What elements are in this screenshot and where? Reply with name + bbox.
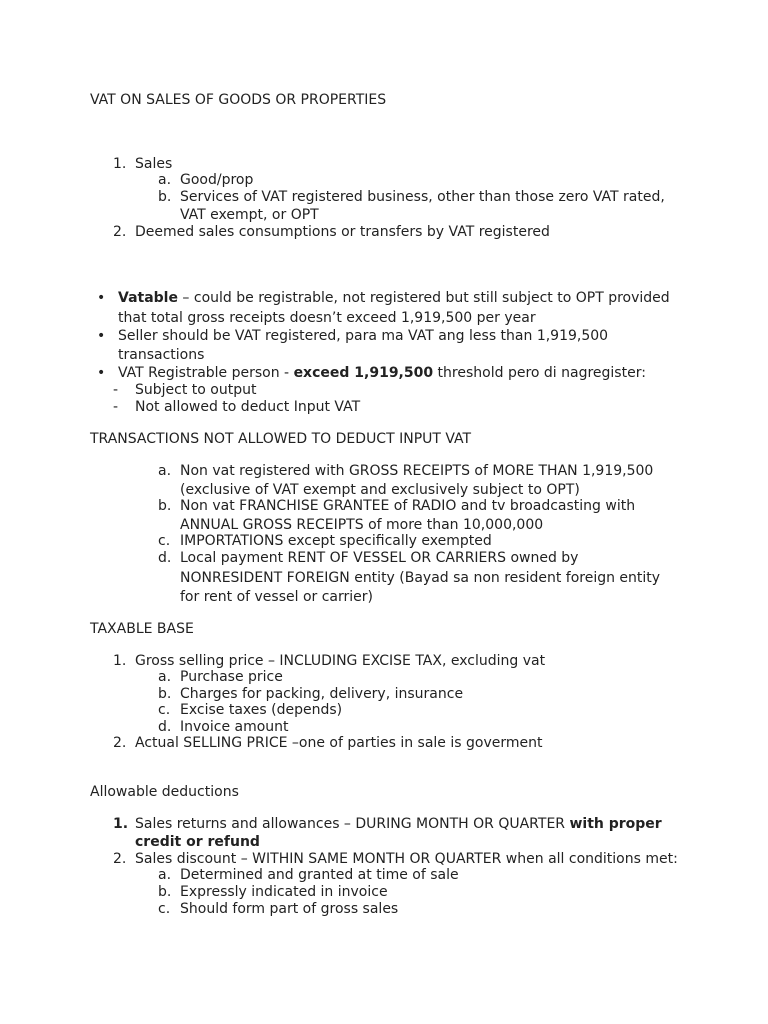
bullet-item-seller: Seller should be VAT registered, para ma VAT ang less than 1,919,500 — [118, 328, 609, 344]
list-marker: 1. — [113, 816, 129, 832]
list-item-continuation: VAT exempt, or OPT — [180, 207, 319, 223]
section-heading-taxable-base: TAXABLE BASE — [90, 621, 194, 637]
bullet-continuation: transactions — [118, 347, 205, 363]
list-item: Non vat FRANCHISE GRANTEE of RADIO and tv broadcasting with — [180, 498, 636, 514]
bullet-marker: • — [97, 290, 106, 306]
list-marker: c. — [158, 901, 171, 917]
bullet-item-vatable — [118, 290, 670, 307]
dash-item: Not allowed to deduct Input VAT — [135, 399, 361, 415]
list-marker: 2. — [113, 851, 127, 867]
list-marker: b. — [158, 498, 172, 514]
list-marker: c. — [158, 702, 171, 718]
bullet-continuation: that total gross receipts doesn’t exceed 1,919,500 per year — [118, 310, 536, 326]
list-item: Determined and granted at time of sale — [180, 867, 459, 883]
list-item-continuation: credit or refund — [135, 834, 260, 850]
list-item: Sales discount – WITHIN SAME MONTH OR QUARTER when all conditions met: — [135, 851, 678, 867]
list-marker: a. — [158, 669, 172, 685]
list-item: Purchase price — [180, 669, 283, 685]
section-heading-transactions: TRANSACTIONS NOT ALLOWED TO DEDUCT INPUT VAT — [90, 431, 472, 447]
list-marker: d. — [158, 719, 172, 735]
list-marker: b. — [158, 686, 172, 702]
bold-term: Vatable — [118, 290, 178, 306]
list-item-continuation: (exclusive of VAT exempt and exclusively subject to OPT) — [180, 482, 580, 498]
list-item: Good/prop — [180, 172, 254, 188]
list-item-continuation: ANNUAL GROSS RECEIPTS of more than 10,000,000 — [180, 517, 544, 533]
bullet-text: – could be registrable, not registered but still subject to OPT provided — [177, 290, 670, 306]
list-item: Excise taxes (depends) — [180, 702, 343, 718]
list-item — [135, 816, 662, 833]
list-marker: 2. — [113, 735, 127, 751]
section-heading-deductions: Allowable deductions — [90, 784, 239, 800]
list-item-text: Sales returns and allowances – DURING MONTH OR QUARTER — [135, 816, 570, 832]
list-item: Charges for packing, delivery, insurance — [180, 686, 464, 702]
list-marker: b. — [158, 884, 172, 900]
list-marker: a. — [158, 867, 172, 883]
list-item: Non vat registered with GROSS RECEIPTS of MORE THAN 1,919,500 — [180, 463, 654, 479]
list-item: Invoice amount — [180, 719, 289, 735]
list-marker: c. — [158, 533, 171, 549]
bold-term: with proper — [569, 816, 662, 832]
list-item: Actual SELLING PRICE –one of parties in sale is goverment — [135, 735, 543, 751]
list-marker: d. — [158, 550, 172, 566]
bullet-item-registrable — [118, 365, 646, 382]
list-item: Local payment RENT OF VESSEL OR CARRIERS owned by — [180, 550, 579, 566]
bullet-marker: • — [97, 328, 106, 344]
dash-item: Subject to output — [135, 382, 257, 398]
dash-marker: - — [113, 382, 119, 398]
bold-term: exceed 1,919,500 — [293, 365, 434, 381]
list-item: Services of VAT registered business, other than those zero VAT rated, — [180, 189, 665, 205]
list-marker: a. — [158, 463, 172, 479]
list-item: IMPORTATIONS except specifically exempted — [180, 533, 492, 549]
document-title: VAT ON SALES OF GOODS OR PROPERTIES — [90, 92, 387, 108]
list-marker: 2. — [113, 224, 127, 240]
list-item-continuation: NONRESIDENT FOREIGN entity (Bayad sa non resident foreign entity — [180, 570, 661, 586]
bullet-text: VAT Registrable person - — [118, 365, 294, 381]
list-marker: 1. — [113, 653, 127, 669]
list-marker: a. — [158, 172, 172, 188]
list-marker: b. — [158, 189, 172, 205]
dash-marker: - — [113, 399, 119, 415]
list-item: Expressly indicated in invoice — [180, 884, 388, 900]
bullet-marker: • — [97, 365, 106, 381]
list-marker: 1. — [113, 156, 127, 172]
list-item-continuation: for rent of vessel or carrier) — [180, 589, 373, 605]
list-item-deemed-sales: Deemed sales consumptions or transfers by VAT registered — [135, 224, 550, 240]
list-item: Should form part of gross sales — [180, 901, 399, 917]
list-item: Gross selling price – INCLUDING EXCISE TAX, excluding vat — [135, 653, 546, 669]
list-item-sales: Sales — [135, 156, 173, 172]
bullet-text: threshold pero di nagregister: — [433, 365, 646, 381]
